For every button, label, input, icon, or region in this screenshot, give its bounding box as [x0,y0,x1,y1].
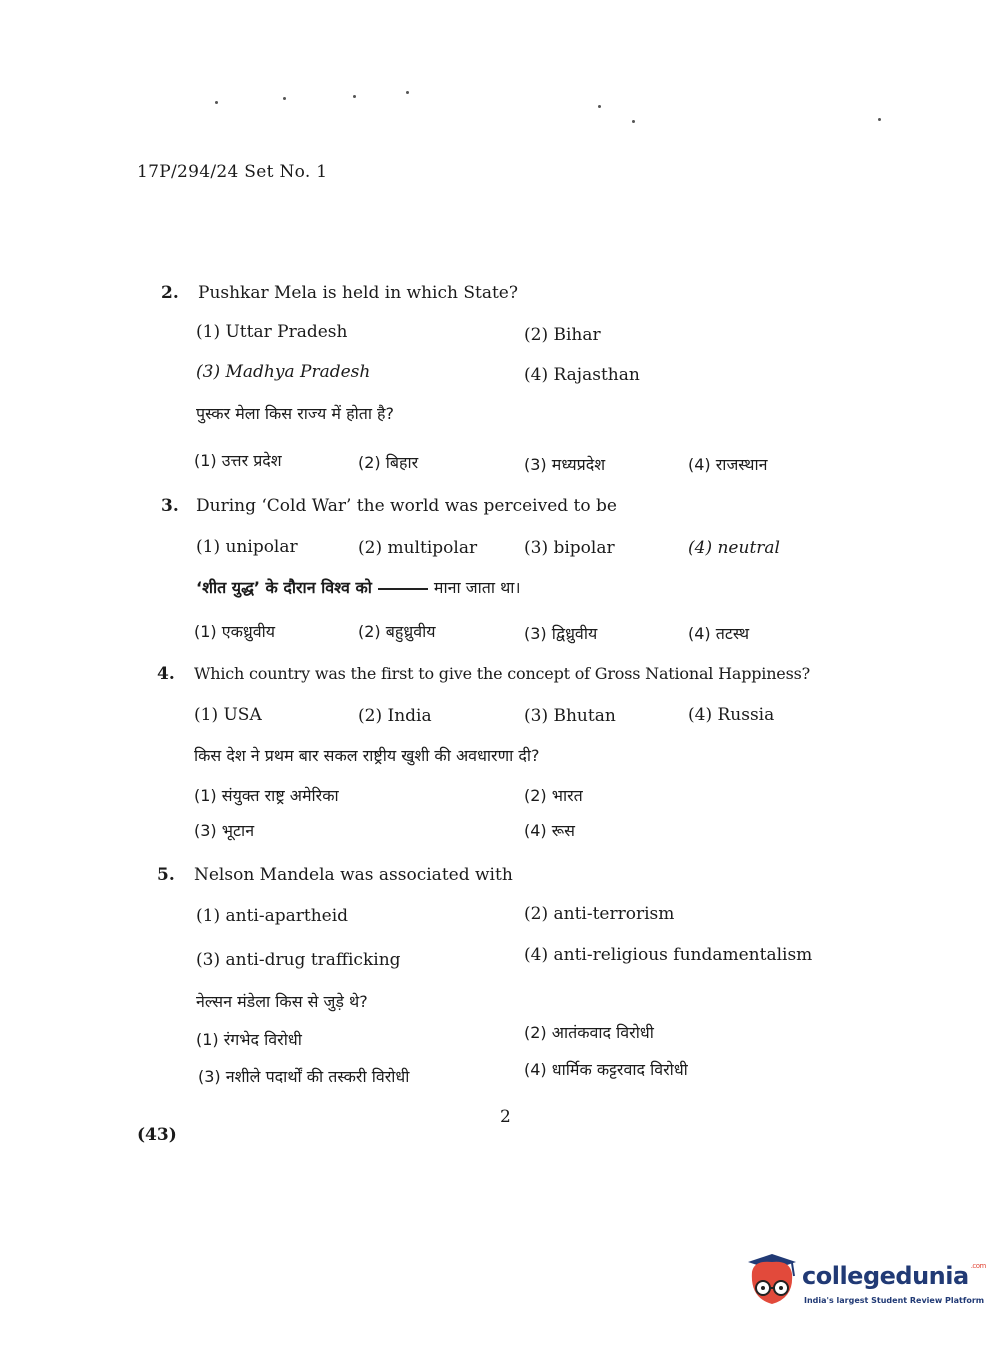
option-hindi: (4) राजस्थान [688,455,768,474]
option-hindi: (4) धार्मिक कट्टरवाद विरोधी [524,1060,688,1079]
option: (4) neutral [688,538,780,558]
question-text-hindi: पुस्कर मेला किस राज्य में होता है? [196,404,395,423]
mascot-icon [742,1248,802,1314]
option-hindi: (2) बिहार [358,453,419,472]
scan-speck [353,95,356,98]
question-text: Nelson Mandela was associated with [194,865,513,885]
option: (3) bipolar [524,538,615,558]
brand-text: collegedunia [802,1262,969,1290]
question-text-hindi-before: ‘शीत युद्ध’ के दौरान विश्व को [196,578,372,597]
page-number: 2 [500,1107,511,1127]
question-text: Pushkar Mela is held in which State? [198,283,518,303]
set-info: 17P/294/24 Set No. 1 [137,162,328,182]
option: (4) anti-religious fundamentalism [524,945,813,965]
option-hindi: (2) बहुध्रुवीय [358,622,436,641]
brand-tagline: India's largest Student Review Platform [804,1296,985,1305]
scan-speck [283,97,286,100]
option-hindi: (1) एकध्रुवीय [194,622,276,641]
option: (1) anti-apartheid [196,906,349,926]
scan-speck [215,101,218,104]
option: (2) anti-terrorism [524,904,675,924]
question-number: 4. [157,664,175,684]
collegedunia-watermark [742,1248,986,1318]
question-number: 5. [157,865,175,885]
question-text-hindi [196,576,521,598]
question-text-hindi-after: माना जाता था। [433,578,521,597]
option-hindi: (4) तटस्थ [688,624,750,643]
answer-blank [378,588,428,590]
question-number: 3. [161,496,179,516]
scan-speck [878,118,881,121]
paper-code: (43) [137,1125,177,1145]
option: (4) Rajasthan [524,365,640,385]
option: (2) India [358,706,432,726]
option-hindi: (2) आतंकवाद विरोधी [524,1023,654,1042]
option: (1) USA [194,705,262,725]
option: (3) anti-drug trafficking [196,950,401,970]
option-hindi: (3) भूटान [194,821,255,840]
option: (1) Uttar Pradesh [196,322,348,342]
option: (4) Russia [688,705,775,725]
question-text: During ‘Cold War’ the world was perceived to be [196,496,617,516]
question-text-hindi: नेल्सन मंडेला किस से जुड़े थे? [196,992,368,1011]
option-hindi: (1) संयुक्त राष्ट्र अमेरिका [194,786,339,805]
brand-name [802,1262,986,1290]
option-hindi: (3) नशीले पदार्थों की तस्करी विरोधी [198,1067,410,1086]
option-hindi: (1) रंगभेद विरोधी [196,1030,302,1049]
question-text: Which country was the first to give the concept of Gross National Happiness? [194,664,810,683]
option: (3) Bhutan [524,706,616,726]
option-hindi: (4) रूस [524,821,575,840]
option: (1) unipolar [196,537,298,557]
scan-speck [406,91,409,94]
scan-speck [632,120,635,123]
option: (2) multipolar [358,538,478,558]
question-text-hindi: किस देश ने प्रथम बार सकल राष्ट्रीय खुशी की अवधारणा दी? [194,746,540,765]
option-hindi: (1) उत्तर प्रदेश [194,451,282,470]
option: (3) Madhya Pradesh [196,362,371,382]
option-hindi: (3) द्विध्रुवीय [524,624,598,643]
option: (2) Bihar [524,325,601,345]
scan-speck [598,105,601,108]
brand-dotcom: .com [970,1262,986,1270]
option-hindi: (2) भारत [524,786,583,805]
question-number: 2. [161,283,179,303]
option-hindi: (3) मध्यप्रदेश [524,455,606,474]
